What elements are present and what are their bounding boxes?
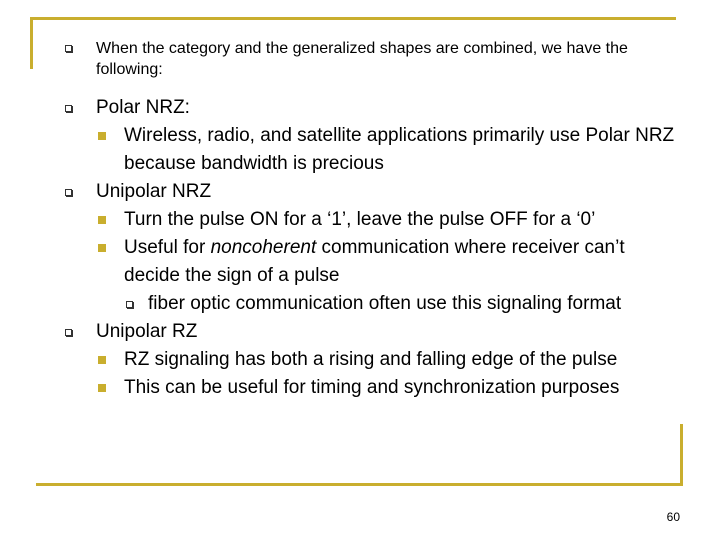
list-item-text: RZ signaling has both a rising and falling edge of the pulse — [124, 349, 618, 370]
list-item — [96, 374, 682, 402]
square-bullet-icon — [65, 329, 72, 336]
sub-list-item — [124, 290, 682, 318]
section-heading-unipolar-rz — [62, 318, 682, 346]
list-item — [96, 122, 682, 178]
list-item-text: Turn the pulse ON for a ‘1’, leave the pulse OFF for a ‘0’ — [124, 209, 596, 230]
sub-list-item-text: fiber optic communication often use this signaling format — [148, 293, 622, 314]
square-bullet-icon — [65, 105, 72, 112]
list-item — [96, 206, 682, 234]
filled-square-bullet-icon — [98, 132, 106, 140]
square-bullet-icon — [65, 45, 72, 52]
bottom-rule — [36, 483, 682, 486]
emphasis-text: noncoherent — [210, 237, 317, 258]
section-heading-unipolar-nrz — [62, 178, 682, 206]
list-item-text-after: communication where receiver can’t decide the sign of a pulse — [124, 237, 625, 286]
list-item-text: This can be useful for timing and synchronization purposes — [124, 377, 620, 398]
intro-text: When the category and the generalized shapes are combined, we have the following: — [96, 40, 628, 78]
square-bullet-icon — [65, 189, 72, 196]
top-rule — [30, 17, 676, 20]
list-item-text-before: Useful for — [124, 237, 211, 258]
square-bullet-icon — [126, 301, 133, 308]
section-heading: Unipolar RZ — [96, 321, 198, 342]
list-item-text: Wireless, radio, and satellite applications primarily use Polar NRZ because bandwidth is precious — [124, 125, 675, 174]
left-rule — [30, 17, 33, 69]
section-heading-polar-nrz — [62, 94, 682, 122]
filled-square-bullet-icon — [98, 244, 106, 252]
filled-square-bullet-icon — [98, 356, 106, 364]
intro-item — [62, 38, 682, 80]
slide-body — [62, 38, 682, 402]
filled-square-bullet-icon — [98, 216, 106, 224]
filled-square-bullet-icon — [98, 384, 106, 392]
section-heading: Polar NRZ: — [96, 97, 190, 118]
list-item — [96, 234, 682, 290]
right-rule — [680, 424, 683, 486]
section-heading: Unipolar NRZ — [96, 181, 212, 202]
page-number: 60 — [666, 510, 680, 524]
list-item — [96, 346, 682, 374]
